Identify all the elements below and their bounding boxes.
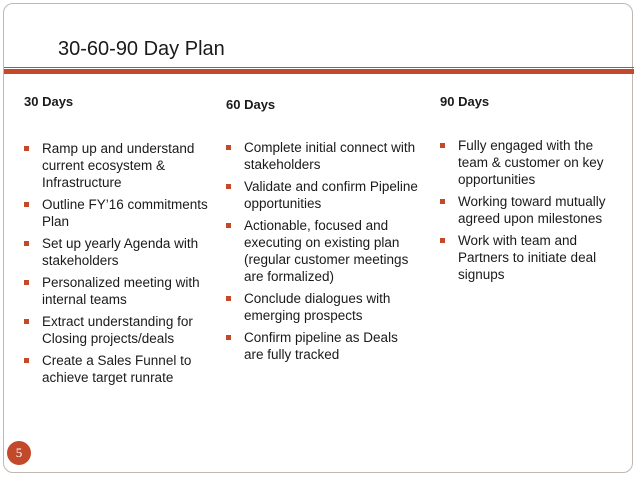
bullet-icon xyxy=(24,241,29,246)
list-item-text: Working toward mutually agreed upon milestones xyxy=(458,194,606,226)
list-item-text: Validate and confirm Pipeline opportunities xyxy=(244,179,418,211)
list-item-text: Fully engaged with the team & customer on key opportunities xyxy=(458,138,604,187)
list-item xyxy=(24,140,220,191)
list-item xyxy=(440,232,626,283)
title-divider-thin xyxy=(4,67,634,68)
title-divider-thick xyxy=(4,69,634,74)
bullet-icon xyxy=(226,223,231,228)
column-30-days xyxy=(24,94,220,391)
bullet-icon xyxy=(24,146,29,151)
column-heading: 30 Days xyxy=(24,94,74,109)
bullet-icon xyxy=(226,184,231,189)
bullet-icon xyxy=(24,202,29,207)
list-item xyxy=(226,217,420,285)
list-item xyxy=(226,329,420,363)
list-item xyxy=(24,352,220,386)
list-item-text: Extract understanding for Closing projects/deals xyxy=(42,314,193,346)
bullet-icon xyxy=(24,358,29,363)
slide-title: 30-60-90 Day Plan xyxy=(58,38,225,60)
bullet-list xyxy=(24,140,220,386)
list-item-text: Set up yearly Agenda with stakeholders xyxy=(42,236,199,268)
bullet-icon xyxy=(440,143,445,148)
list-item xyxy=(24,313,220,347)
bullet-icon xyxy=(24,280,29,285)
list-item-text: Outline FY’16 commitments Plan xyxy=(42,197,208,229)
list-item-text: Create a Sales Funnel to achieve target runrate xyxy=(42,353,192,385)
bullet-icon xyxy=(226,335,231,340)
list-item-text: Ramp up and understand current ecosystem & Infrastructure xyxy=(42,141,195,190)
bullet-icon xyxy=(440,199,445,204)
list-item-text: Actionable, focused and executing on existing plan (regular customer meetings are formalized) xyxy=(244,218,409,284)
page-number-badge: 5 xyxy=(7,441,31,465)
column-heading: 60 Days xyxy=(226,97,276,112)
list-item xyxy=(226,290,420,324)
list-item-text: Confirm pipeline as Deals are fully tracked xyxy=(244,330,398,362)
column-90-days xyxy=(440,94,626,288)
list-item xyxy=(24,235,220,269)
column-60-days xyxy=(226,97,420,368)
column-heading: 90 Days xyxy=(440,94,490,109)
list-item xyxy=(440,137,626,188)
bullet-icon xyxy=(24,319,29,324)
list-item xyxy=(226,178,420,212)
list-item xyxy=(440,193,626,227)
list-item-text: Complete initial connect with stakeholders xyxy=(244,140,416,172)
bullet-list xyxy=(226,139,420,363)
list-item-text: Work with team and Partners to initiate deal signups xyxy=(458,233,597,282)
bullet-icon xyxy=(226,296,231,301)
list-item-text: Conclude dialogues with emerging prospects xyxy=(244,291,391,323)
bullet-list xyxy=(440,137,626,283)
list-item xyxy=(24,274,220,308)
bullet-icon xyxy=(440,238,445,243)
list-item xyxy=(226,139,420,173)
bullet-icon xyxy=(226,145,231,150)
list-item-text: Personalized meeting with internal teams xyxy=(42,275,200,307)
list-item xyxy=(24,196,220,230)
